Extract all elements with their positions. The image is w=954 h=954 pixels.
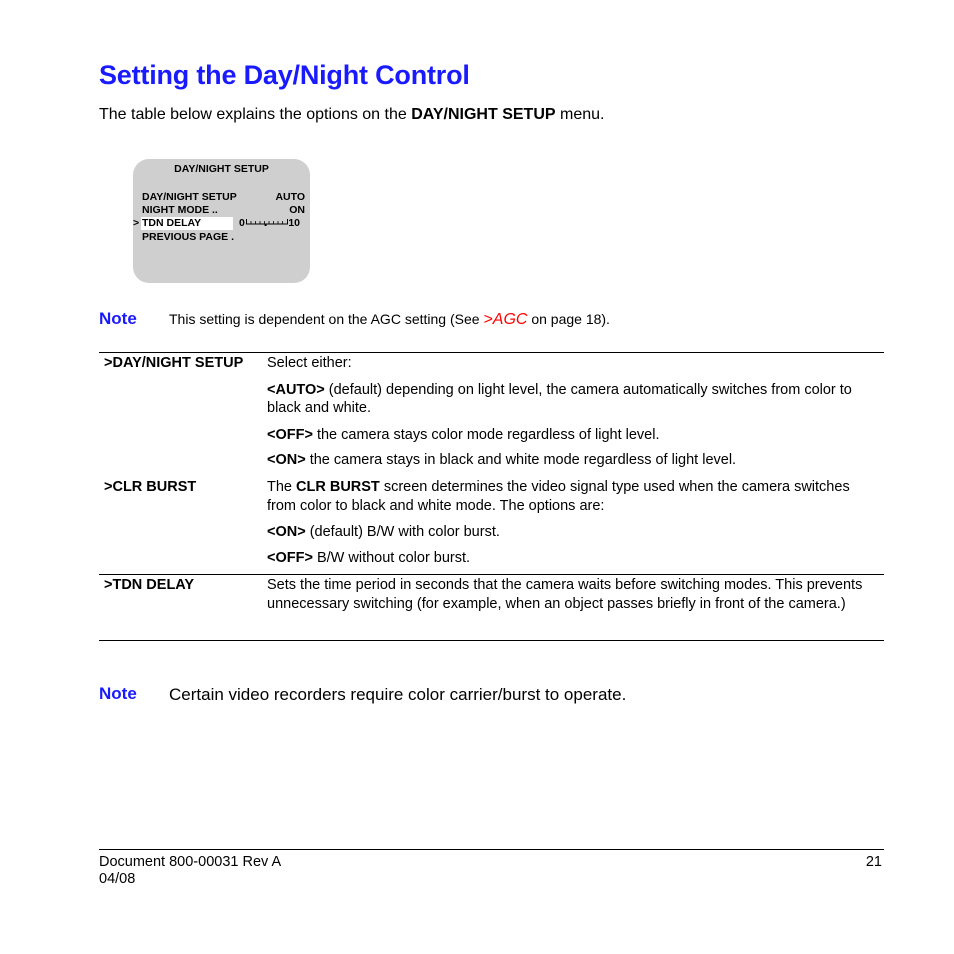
osd-slider-scale (246, 217, 288, 226)
page-number: 21 (865, 854, 882, 870)
option-name: <OFF> (267, 426, 313, 443)
option-name: CLR BURST (296, 479, 380, 495)
note-agc-dependency (169, 311, 610, 329)
osd-cursor: > (133, 217, 140, 229)
table-bottom-rule (99, 640, 884, 641)
table-paragraph: Select either: (267, 355, 352, 371)
table-paragraph (267, 426, 879, 445)
footer-date: 04/08 (99, 871, 136, 887)
option-text: the camera stays color mode regardless of light level. (312, 426, 660, 443)
option-name: <AUTO> (267, 381, 325, 398)
intro-prefix: The table below explains the options on the (99, 106, 412, 123)
footer-rule (99, 849, 884, 850)
osd-row-label: PREVIOUS PAGE . (142, 231, 234, 243)
table-top-rule (99, 352, 884, 353)
option-name: <ON> (267, 452, 306, 468)
osd-row-day-night (142, 191, 305, 204)
table-row-name: >TDN DELAY (104, 577, 195, 593)
note-color-carrier: Certain video recorders require color carrier/burst to operate. (169, 685, 627, 704)
intro-suffix: menu. (555, 106, 605, 123)
osd-row-night-mode (142, 204, 305, 217)
table-row-rule (99, 574, 884, 575)
osd-row-label: NIGHT MODE .. (142, 204, 218, 216)
option-name: <ON> (267, 524, 306, 540)
note-label: Note (99, 684, 137, 703)
table-row-description (267, 576, 879, 613)
osd-slider-min: 0 (239, 217, 245, 229)
osd-row-tdn-delay (133, 217, 305, 230)
table-row-name: >DAY/NIGHT SETUP (104, 355, 244, 371)
footer-document-info (99, 854, 281, 888)
intro-paragraph (99, 106, 604, 124)
note-text-suffix: on page 18). (527, 311, 610, 327)
osd-row-value: AUTO (275, 191, 305, 203)
option-name: <OFF> (267, 549, 313, 566)
intro-menu-name: DAY/NIGHT SETUP (411, 106, 556, 123)
footer-doc-number: Document 800-00031 Rev A (99, 854, 282, 870)
table-row-description (267, 354, 879, 470)
option-text: the camera stays in black and white mode regardless of light level. (305, 452, 737, 468)
table-paragraph: Sets the time period in seconds that the camera waits before switching modes. This prevents unnecessary switching (for example, when an object passes briefly in front of the camera.) (267, 577, 863, 612)
option-text: The (267, 479, 297, 495)
osd-slider-max: 10 (288, 217, 300, 229)
osd-header: DAY/NIGHT SETUP (174, 163, 269, 175)
option-text: screen determines the video signal type used when the camera switches from color to black and white mode. The options are: (267, 479, 850, 514)
table-paragraph (267, 549, 879, 568)
table-paragraph (267, 381, 879, 418)
option-text: (default) depending on light level, the camera automatically switches from color to black and white. (267, 381, 852, 416)
osd-menu-screenshot (133, 159, 310, 283)
osd-row-value: ON (289, 204, 305, 216)
note-text-prefix: This setting is dependent on the AGC setting (See (169, 311, 484, 327)
option-text: (default) B/W with color burst. (305, 524, 500, 540)
agc-link[interactable]: >AGC (483, 311, 528, 328)
page-title: Setting the Day/Night Control (99, 60, 470, 90)
osd-row-label: DAY/NIGHT SETUP (142, 191, 237, 203)
table-paragraph (267, 523, 879, 542)
table-paragraph (267, 478, 879, 515)
table-row-description (267, 478, 879, 567)
osd-row-label: TDN DELAY (142, 217, 202, 229)
note-label: Note (99, 309, 137, 328)
table-row-name: >CLR BURST (104, 479, 197, 495)
option-text: B/W without color burst. (312, 549, 471, 566)
table-paragraph (267, 451, 879, 470)
osd-row-previous-page (142, 231, 305, 244)
